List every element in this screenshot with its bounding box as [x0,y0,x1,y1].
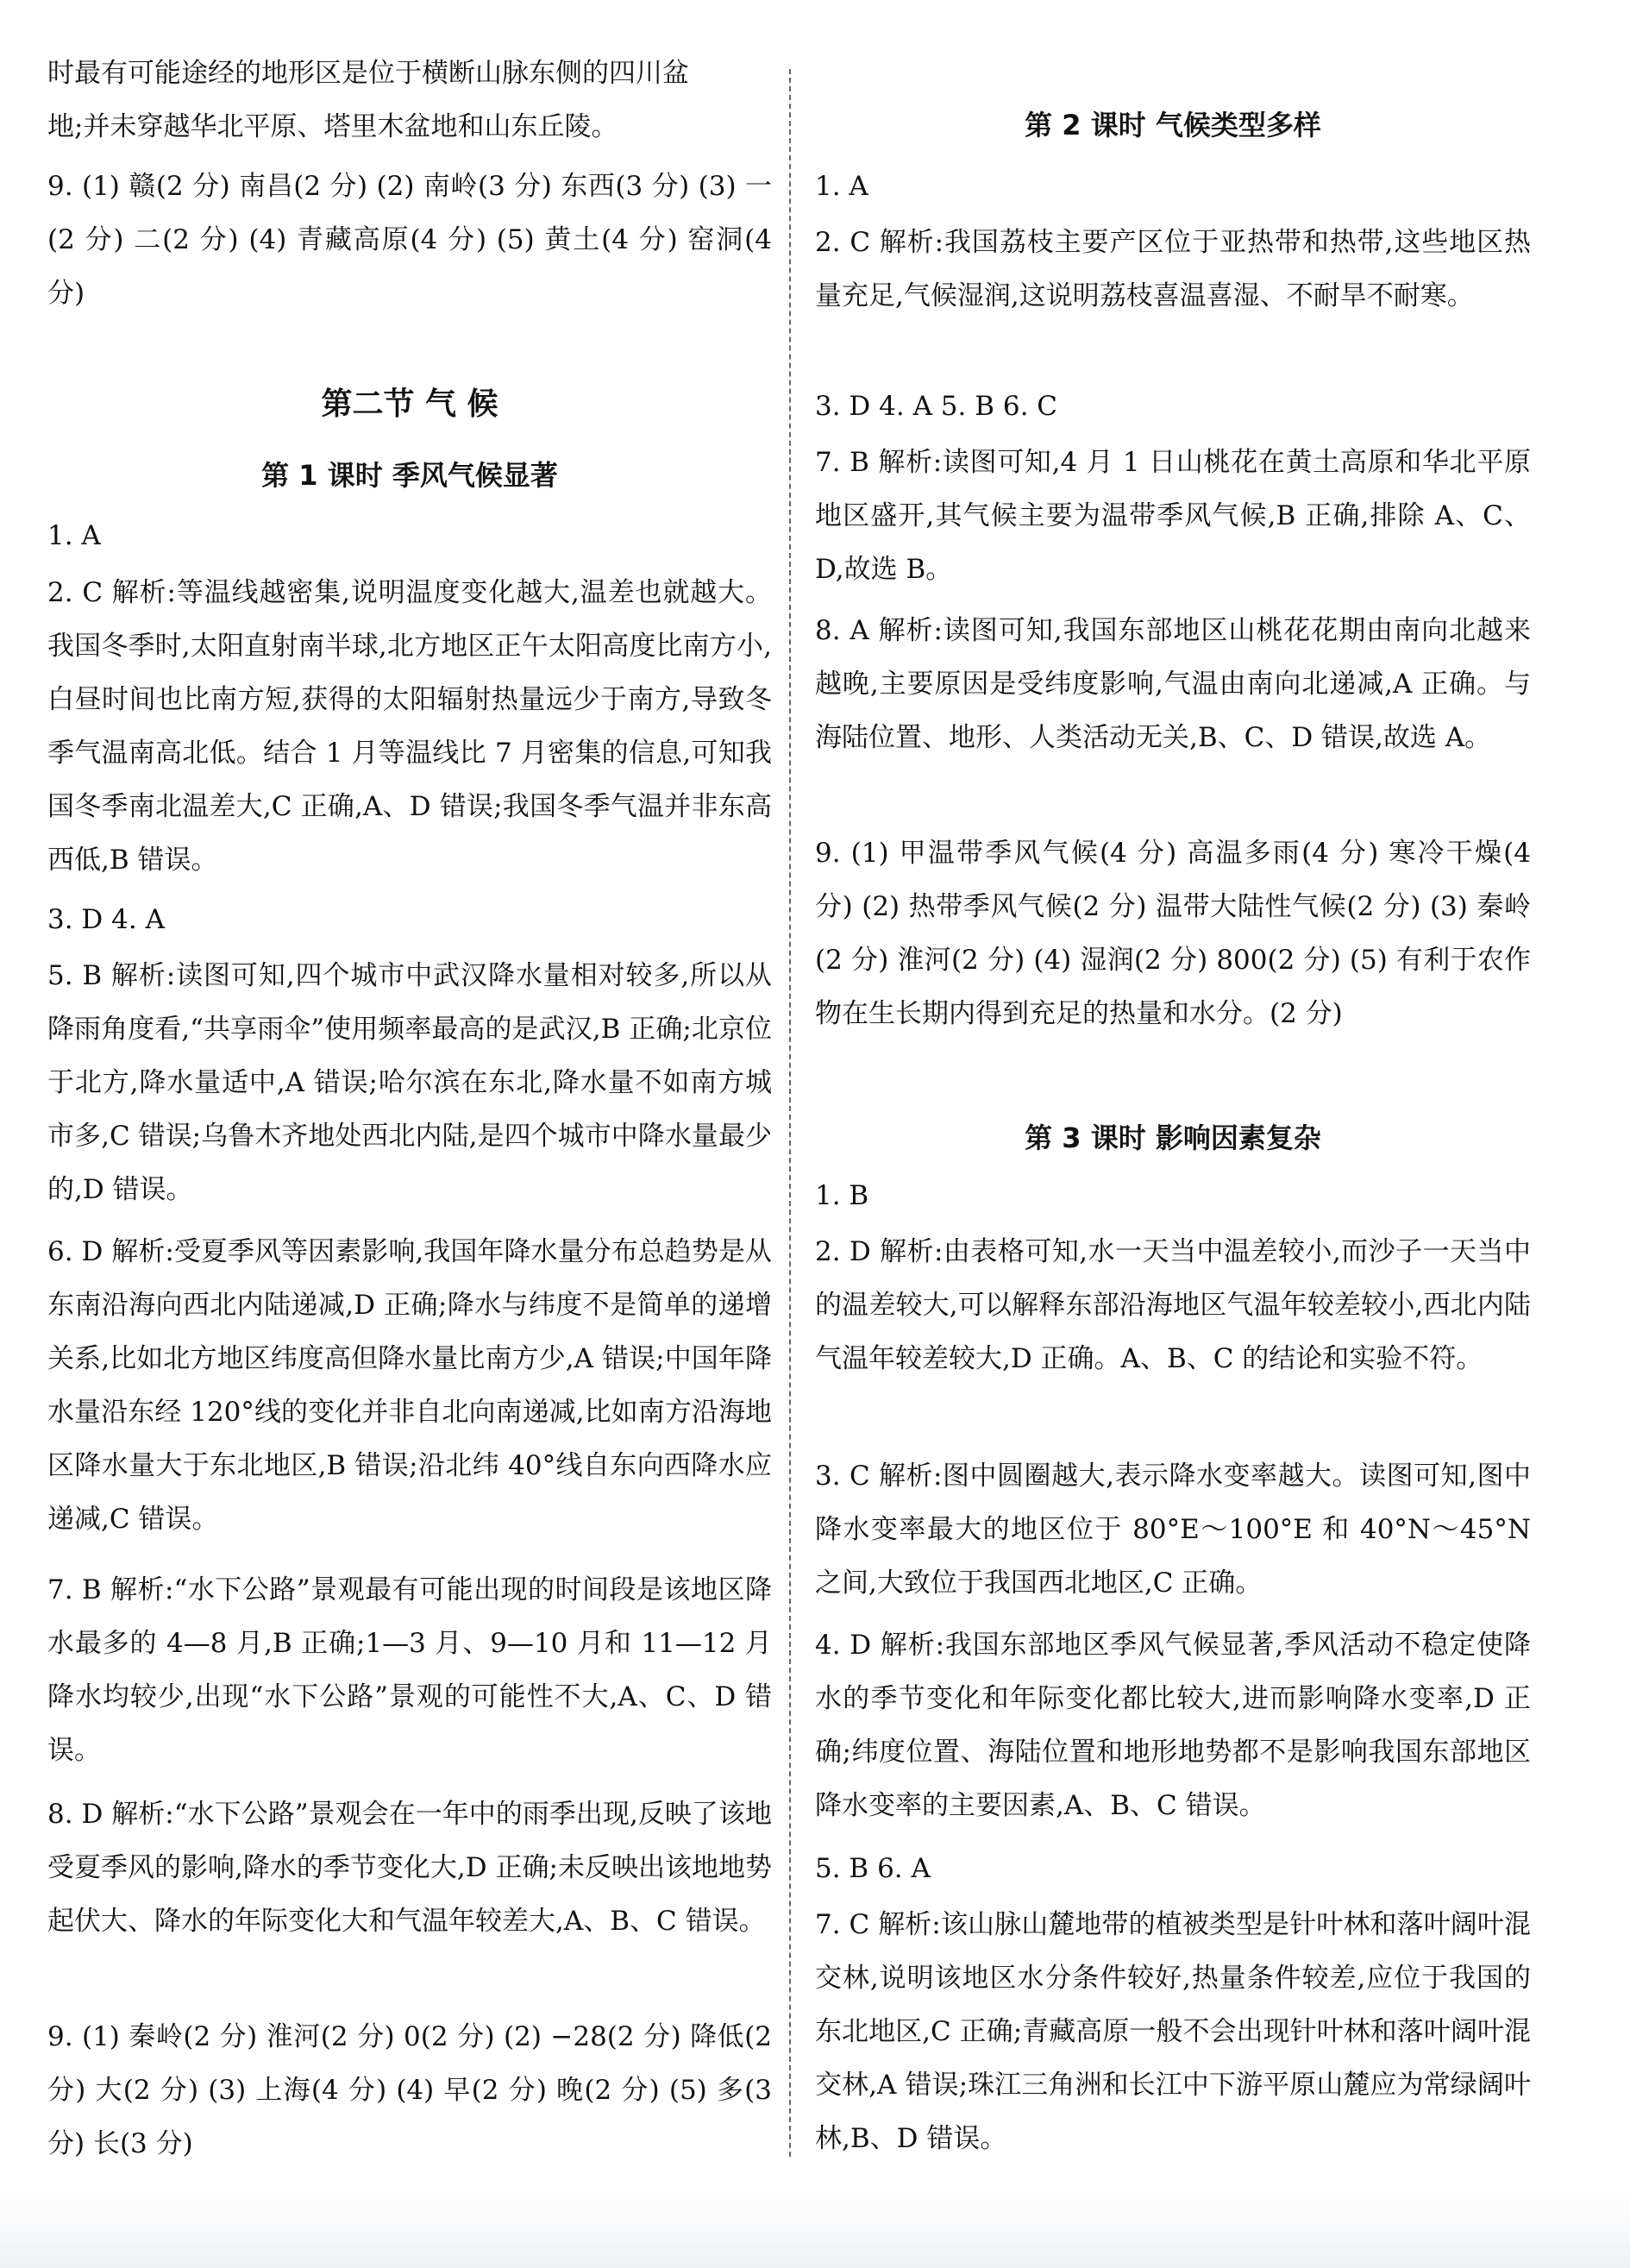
answer-1: 1. A [47,520,101,551]
lesson2-answer-9: 9. (1) 甲温带季风气候(4 分) 高温多雨(4 分) 寒冷干燥(4 分) (2) 热带季风气候(2 分) 温带大陆性气候(2 分) (3) 秦岭(2 分) 淮河(2 分) (4) 湿润(2 分) 800(2 分) (5) 有利于农作物在生长期内得到充足的热量和水分。(2 分) [815,838,1531,1029]
lesson3-answer-4: 4. D 解析:我国东部地区季风气候显著,季风活动不稳定使降水的季节变化和年际变化都比较大,进而影响降水变率,D 正确;纬度位置、海陆位置和地形地势都不是影响我国东部地区降水变率的主要因素,A、B、C 错误。 [815,1630,1531,1821]
lesson-2-title: 第 2 课时 气候类型多样 [1025,109,1321,141]
column-divider [789,69,791,2157]
lesson3-answer-5-6: 5. B 6. A [815,1853,931,1884]
answer-7: 7. B 解析:“水下公路”景观最有可能出现的时间段是该地区降水最多的 4—8 月,B 正确;1—3 月、9—10 月和 11—12 月降水均较少,出现“水下公路”景观的可能性不大,A、C、D 错误。 [47,1574,772,1766]
answer-6: 6. D 解析:受夏季风等因素影响,我国年降水量分布总趋势是从东南沿海向西北内陆递减,D 正确;降水与纬度不是简单的递增关系,比如北方地区纬度高但降水量比南方少,A 错误;中国年降水量沿东经 120°线的变化并非自北向南递减,比如南方沿海地区降水量大于东北地区,B 错误;沿北纬 40°线自东向西降水应递减,C 错误。 [47,1236,772,1535]
answer-8: 8. D 解析:“水下公路”景观会在一年中的雨季出现,反映了该地受夏季风的影响,降水的季节变化大,D 正确;未反映出该地地势起伏大、降水的年际变化大和气温年较差大,A、B、C 错误。 [47,1799,772,1937]
lesson2-answer-7: 7. B 解析:读图可知,4 月 1 日山桃花在黄土高原和华北平原地区盛开,其气候主要为温带季风气候,B 正确,排除 A、C、D,故选 B。 [815,447,1531,585]
previous-question-9: 9. (1) 赣(2 分) 南昌(2 分) (2) 南岭(3 分) 东西(3 分) (3) 一(2 分) 二(2 分) (4) 青藏高原(4 分) (5) 黄土(4 分) 窑洞(4 分) [47,171,772,309]
lesson-3-title: 第 3 课时 影响因素复杂 [1025,1121,1321,1154]
lesson2-answer-1: 1. A [815,171,868,202]
lesson2-answer-8: 8. A 解析:读图可知,我国东部地区山桃花花期由南向北越来越晚,主要原因是受纬度影响,气温由南向北递减,A 正确。与海陆位置、地形、人类活动无关,B、C、D 错误,故选 A。 [815,615,1531,753]
lesson-1-title: 第 1 课时 季风气候显著 [261,459,558,492]
answer-5: 5. B 解析:读图可知,四个城市中武汉降水量相对较多,所以从降雨角度看,“共享雨伞”使用频率最高的是武汉,B 正确;北京位于北方,降水量适中,A 错误;哈尔滨在东北,降水量不如南方城市多,C 错误;乌鲁木齐地处西北内陆,是四个城市中降水量最少的,D 错误。 [47,960,772,1205]
lesson3-answer-3: 3. C 解析:图中圆圈越大,表示降水变率越大。读图可知,图中降水变率最大的地区位于 80°E～100°E 和 40°N～45°N 之间,大致位于我国西北地区,C 正确。 [815,1461,1531,1599]
lesson3-answer-7: 7. C 解析:该山脉山麓地带的植被类型是针叶林和落叶阔叶混交林,说明该地区水分条件较好,热量条件较差,应位于我国的东北地区,C 正确;青藏高原一般不会出现针叶林和落叶阔叶混交林,A 错误;珠江三角洲和长江中下游平原山麓应为常绿阔叶林,B、D 错误。 [815,1909,1531,2154]
lesson2-answer-2: 2. C 解析:我国荔枝主要产区位于亚热带和热带,这些地区热量充足,气候湿润,这说明荔枝喜温喜湿、不耐旱不耐寒。 [815,227,1531,311]
lesson3-answer-2: 2. D 解析:由表格可知,水一天当中温差较小,而沙子一天当中的温差较大,可以解释东部沿海地区气温年较差较小,西北内陆气温年较差较大,D 正确。A、B、C 的结论和实验不符。 [815,1236,1531,1374]
answer-2: 2. C 解析:等温线越密集,说明温度变化越大,温差也就越大。我国冬季时,太阳直射南半球,北方地区正午太阳高度比南方小,白昼时间也比南方短,获得的太阳辐射热量远少于南方,导致冬季气温南高北低。结合 1 月等温线比 7 月密集的信息,可知我国冬季南北温差大,C 正确,A、D 错误;我国冬季气温并非东高西低,B 错误。 [47,577,772,876]
section-title: 第二节 气 候 [321,386,498,422]
page-bottom-shade [0,2191,1630,2268]
lesson3-answer-1: 1. B [815,1180,869,1211]
answer-9: 9. (1) 秦岭(2 分) 淮河(2 分) 0(2 分) (2) −28(2 分) 降低(2 分) 大(2 分) (3) 上海(4 分) (4) 早(2 分) 晚(2 分) (5) 多(3 分) 长(3 分) [47,2021,772,2159]
continued-line-2: 地;并未穿越华北平原、塔里木盆地和山东丘陵。 [47,111,618,142]
lesson2-answer-3-6: 3. D 4. A 5. B 6. C [815,391,1058,422]
continued-line-1: 时最有可能途经的地形区是位于横断山脉东侧的四川盆 [47,58,689,89]
answer-3-4: 3. D 4. A [47,904,165,935]
